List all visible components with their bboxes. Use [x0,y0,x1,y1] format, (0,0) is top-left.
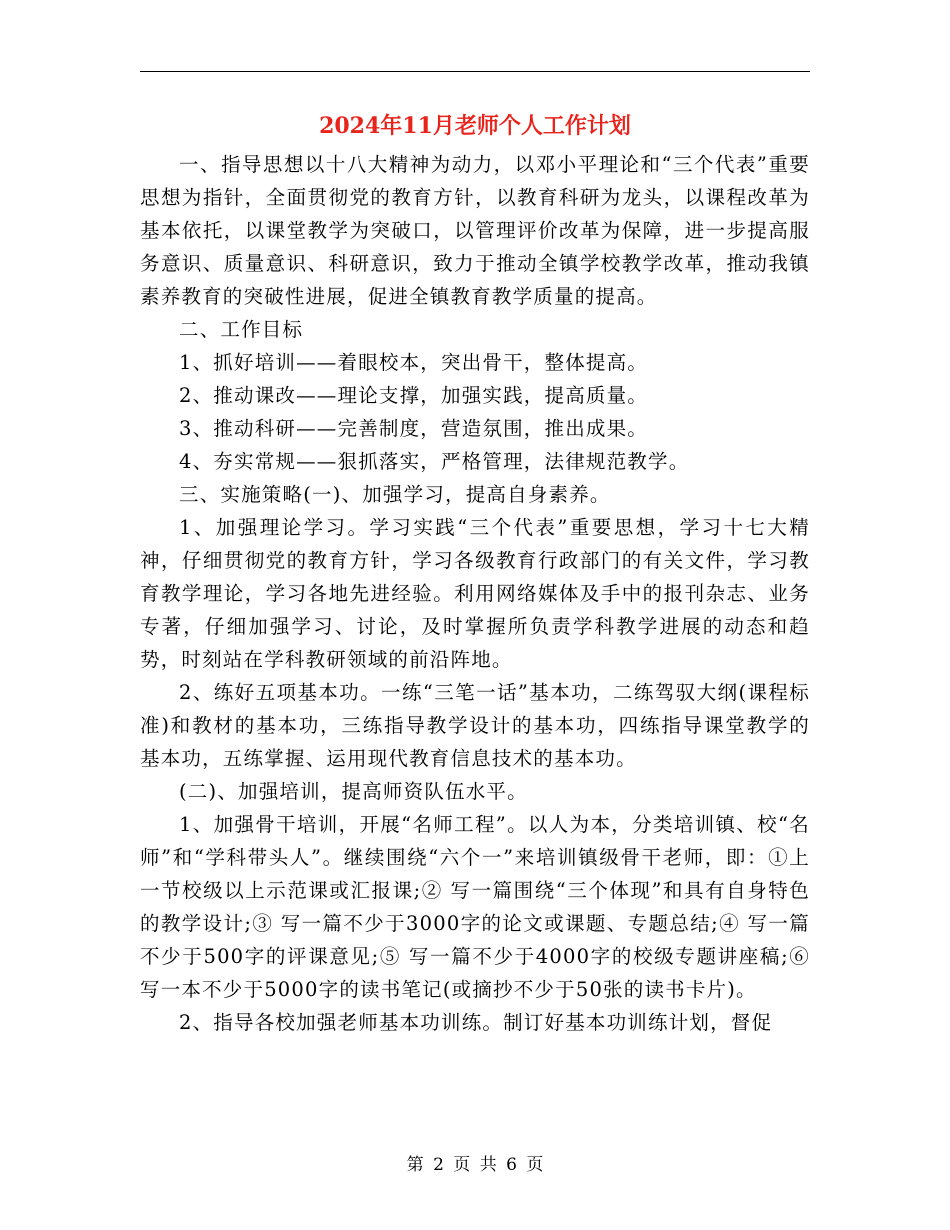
paragraph-backbone-training: 1、加强骨干培训，开展“名师工程”。以人为本，分类培训镇、校“名师”和“学科带头人”。继续围绕“六个一”来培训镇级骨干老师，即：①上一节校级以上示范课或汇报课;② 写一篇围绕“三个体现”和具有自身特色的教学设计;③ 写一篇不少于3000字的论文或课题、专题总结;④ 写一篇不少于500字的评课意见;⑤ 写一篇不少于4000字的校级专题讲座稿;⑥ 写一本不少于5000字的读书笔记(或摘抄不少于50张的读书卡片)。 [140,813,810,1001]
paragraph-training-heading: (二)、加强培训，提高师资队伍水平。 [179,780,528,803]
paragraph-goals-heading: 二、工作目标 [179,318,304,341]
paragraph-theory-study: 1、加强理论学习。学习实践“三个代表”重要思想，学习十七大精神，仔细贯彻党的教育方针，学习各级教育行政部门的有关文件，学习教育教学理论，学习各地先进经验。利用网络媒体及手中的报刊杂志、业务专著，仔细加强学习、讨论，及时掌握所负责学科教学进展的动态和趋势，时刻站在学科教研领域的前沿阵地。 [140,516,810,671]
document-body [140,148,810,1039]
paragraph-five-skills: 2、练好五项基本功。一练“三笔一话”基本功，二练驾驭大纲(课程标准)和教材的基本功，三练指导教学设计的基本功，四练指导课堂教学的基本功，五练掌握、运用现代教育信息技术的基本功。 [140,681,810,770]
paragraph-basic-skill-training: 2、指导各校加强老师基本功训练。制订好基本功训练计划，督促 [179,1011,773,1034]
paragraph-goal-2: 2、推动课改——理论支撑，加强实践，提高质量。 [179,384,649,407]
document-title: 2024年11月老师个人工作计划 [319,113,631,139]
header-rule [140,71,810,72]
paragraph-goal-3: 3、推动科研——完善制度，营造氛围，推出成果。 [179,417,649,440]
paragraph-guiding-ideology: 一、指导思想以十八大精神为动力，以邓小平理论和“三个代表”重要思想为指针，全面贯彻党的教育方针，以教育科研为龙头，以课程改革为基本依托，以课堂教学为突破口，以管理评价改革为保障，进一步提高服务意识、质量意识、科研意识，致力于推动全镇学校教学改革，推动我镇素养教育的突破性进展，促进全镇教育教学质量的提高。 [140,153,810,308]
paragraph-strategy-heading: 三、实施策略(一)、加强学习，提高自身素养。 [179,483,611,506]
paragraph-goal-1: 1、抓好培训——着眼校本，突出骨干，整体提高。 [179,351,649,374]
page-number-footer: 第 2 页 共 6 页 [406,1155,544,1175]
paragraph-goal-4: 4、夯实常规——狠抓落实，严格管理，法律规范教学。 [179,450,690,473]
